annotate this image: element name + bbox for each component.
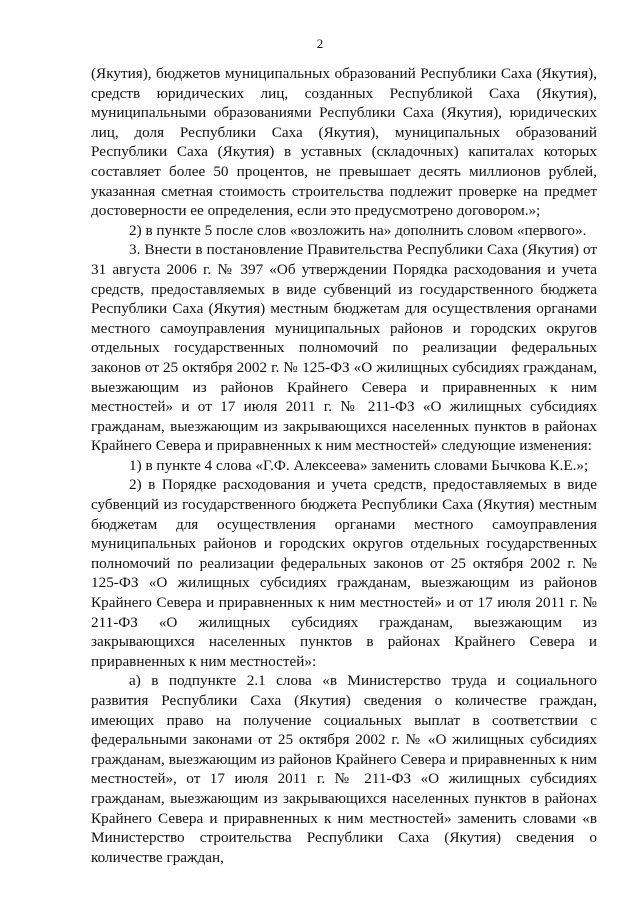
paragraph-subitem-a: а) в подпункте 2.1 слова «в Министерство труда и социального развития Республики Саха (Якутия) сведения о количестве граждан, имеющих право на получение социальных выплат в соответствии с федеральными законами от 25 октября 2002 г. № «О жилищных субсидиях гражданам, выезжающим из районов Крайнего Севера и приравненных к ним местностей», от 17 июля 2011 г. № 211-ФЗ «О жилищных субсидиях гражданам, выезжающим из закрывающихся населенных пунктов в районах Крайнего Севера и приравненных к ним местностей» заменить словами «в Министерство строительства Республики Саха (Якутия) сведения о количестве граждан, [91, 672, 597, 866]
paragraph-item-2-procedure: 2) в Порядке расходования и учета средств, предоставляемых в виде субвенций из государственного бюджета Республики Саха (Якутия) местным бюджетам для осуществления органами местного самоуправления муниципальных районов и городских округов отдельных государственных полномочий по реализации федеральных законов от 25 октября 2002 г. № 125-ФЗ «О жилищных субсидиях гражданам, выезжающим из районов Крайнего Севера и приравненных к ним местностей» и от 17 июля 2011 г. № 211-ФЗ «О жилищных субсидиях гражданам, выезжающим из закрывающихся населенных пунктов в районах Крайнего Севера и приравненных к ним местностей»: [91, 476, 597, 670]
paragraph-section-3: 3. Внести в постановление Правительства Республики Саха (Якутия) от 31 августа 2006 г. № 397 «Об утверждении Порядка расходования и учета средств, предоставляемых в виде субвенций из государственного бюджета Республики Саха (Якутия) местным бюджетам для осуществления органами местного самоуправления муниципальных районов и городских округов отдельных государственных полномочий по реализации федеральных законов от 25 октября 2002 г. № 125-ФЗ «О жилищных субсидиях гражданам, выезжающим из районов Крайнего Севера и приравненных к ним местностей» и от 17 июля 2011 г. № 211-ФЗ «О жилищных субсидиях гражданам, выезжающим из закрывающихся населенных пунктов в районах Крайнего Севера и приравненных к ним местностей» следующие изменения: [91, 241, 597, 455]
paragraph-item-1-point-4: 1) в пункте 4 слова «Г.Ф. Алексеева» заменить словами Бычкова К.Е.»; [129, 456, 589, 474]
paragraph-continuation: (Якутия), бюджетов муниципальных образований Республики Саха (Якутия), средств юридических лиц, созданных Республикой Саха (Якутия), муниципальными образованиями Республики Саха (Якутия), юридических лиц, доля Республики Саха (Якутия), муниципальных образований Республики Саха (Якутия) в уставных (складочных) капиталах которых составляет более 50 процентов, не превышает десять миллионов рублей, указанная сметная стоимость строительства подлежит проверке на предмет достоверности ее определения, если это предусмотрено договором.»; [91, 65, 597, 220]
paragraph-item-2-point-5: 2) в пункте 5 после слов «возложить на» дополнить словом «первого». [129, 221, 587, 239]
page-number: 2 [316, 36, 324, 51]
document-body [91, 64, 597, 867]
